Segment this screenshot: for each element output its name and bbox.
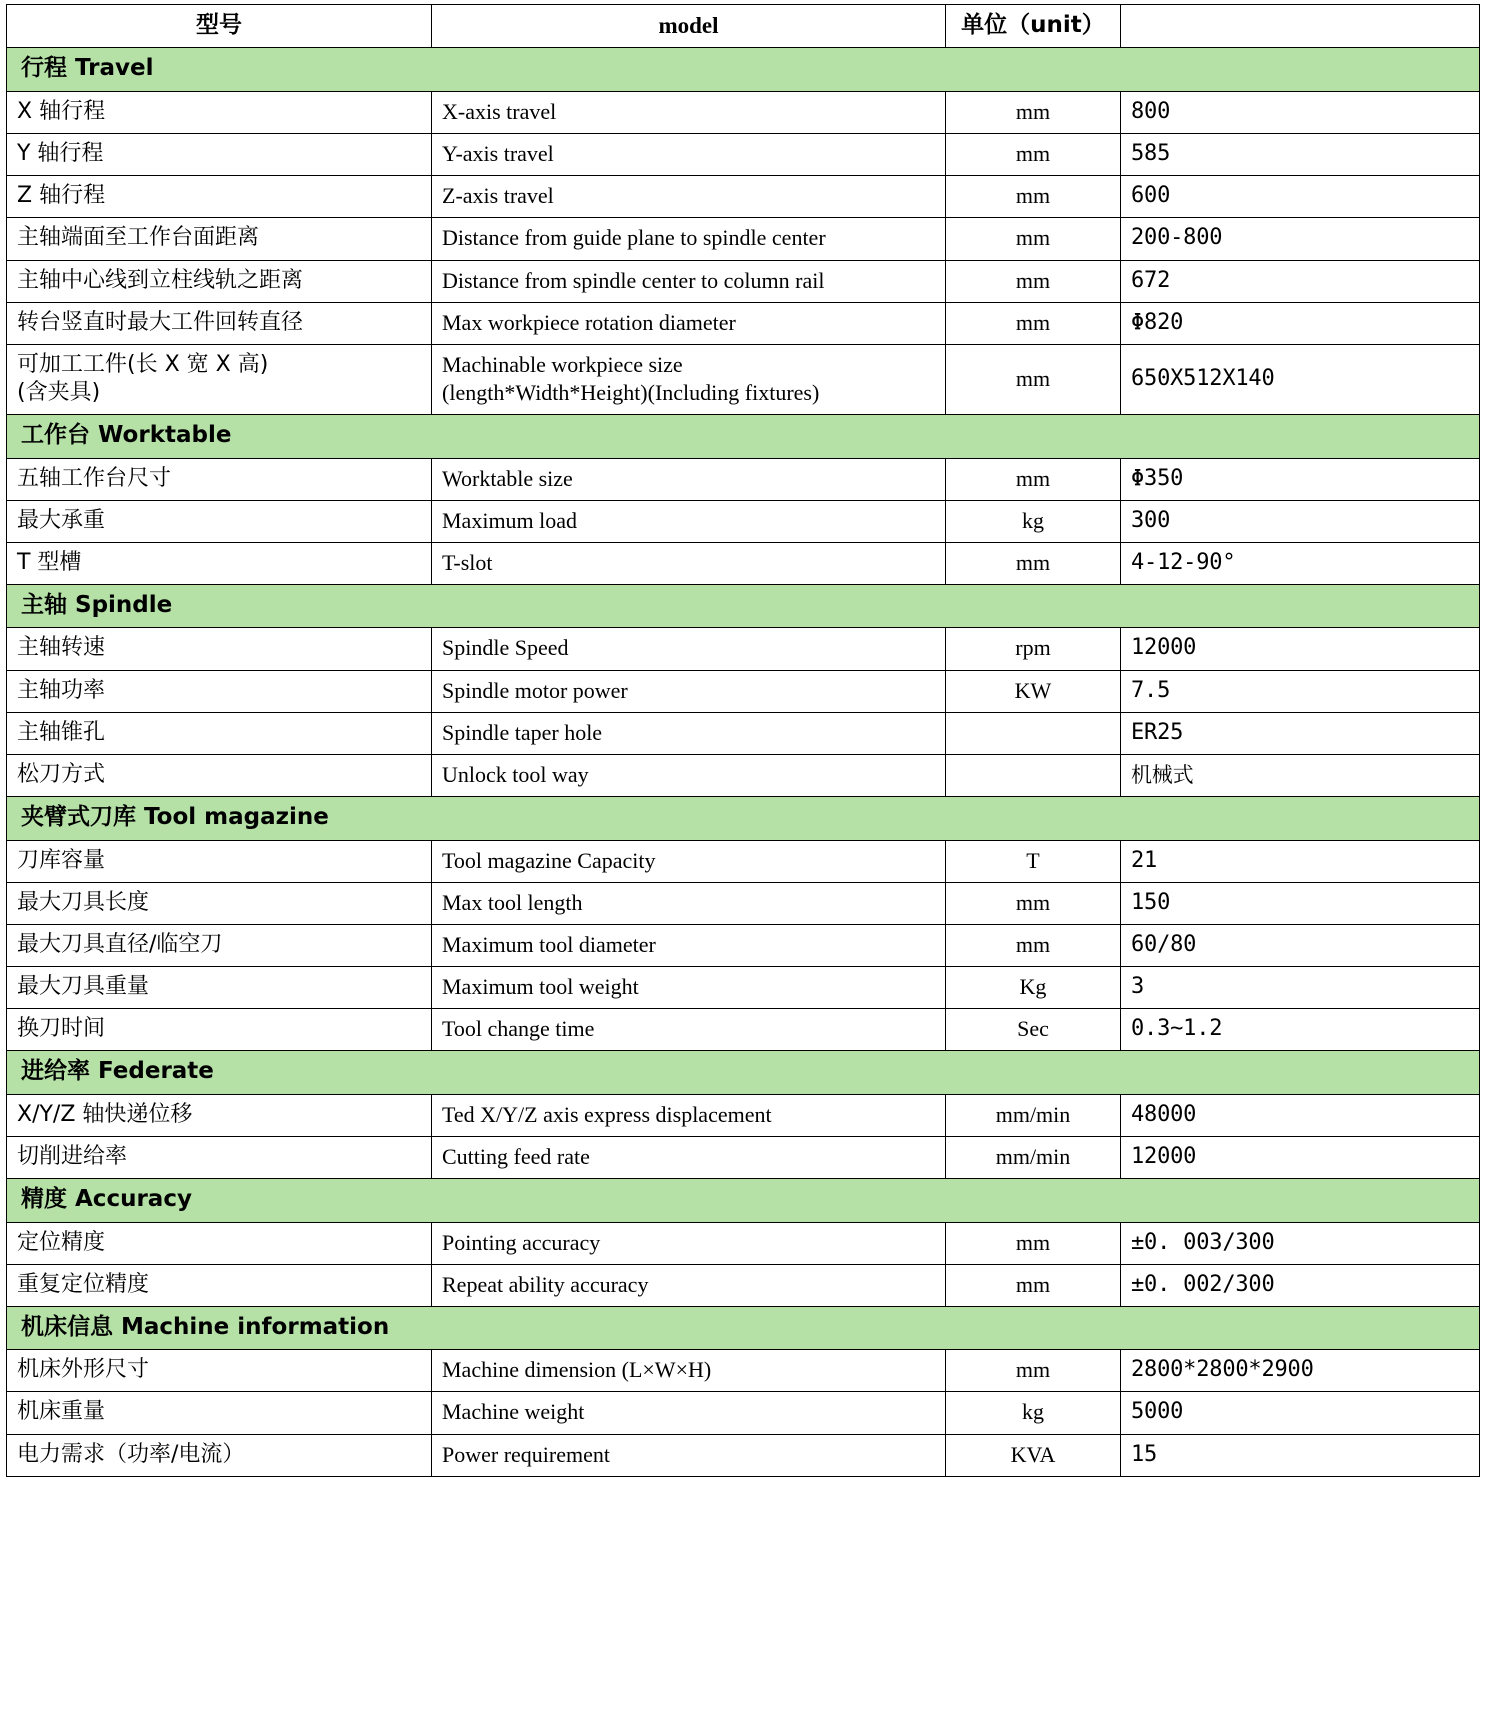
spec-unit: mm: [946, 218, 1121, 260]
spec-unit: kg: [946, 1392, 1121, 1434]
spec-value: 5000: [1121, 1392, 1480, 1434]
table-row: [7, 260, 1480, 302]
table-row: [7, 712, 1480, 754]
section-banner-row: [7, 1179, 1480, 1222]
spec-value: 150: [1121, 882, 1480, 924]
section-title: 进给率 Federate: [7, 1051, 1480, 1094]
section-banner-row: [7, 415, 1480, 458]
table-row: [7, 542, 1480, 584]
spec-name-en: T-slot: [432, 542, 946, 584]
specification-table: [6, 4, 1480, 1477]
spec-unit: mm: [946, 344, 1121, 414]
spec-unit: mm: [946, 542, 1121, 584]
spec-value: 0.3~1.2: [1121, 1009, 1480, 1051]
table-row: [7, 628, 1480, 670]
header-model-en: model: [432, 5, 946, 48]
spec-value: 2800*2800*2900: [1121, 1350, 1480, 1392]
spec-value: 4-12-90°: [1121, 542, 1480, 584]
spec-unit: Kg: [946, 967, 1121, 1009]
section-banner-row: [7, 1051, 1480, 1094]
spec-unit: mm: [946, 882, 1121, 924]
spec-unit: mm/min: [946, 1136, 1121, 1178]
spec-name-en: Maximum tool weight: [432, 967, 946, 1009]
spec-name-en: Pointing accuracy: [432, 1222, 946, 1264]
spec-value: 12000: [1121, 628, 1480, 670]
spec-name-cn: 机床重量: [7, 1392, 432, 1434]
spec-unit: mm: [946, 91, 1121, 133]
spec-name-cn: 主轴端面至工作台面距离: [7, 218, 432, 260]
section-title: 主轴 Spindle: [7, 585, 1480, 628]
spec-name-cn: 电力需求（功率/电流）: [7, 1434, 432, 1476]
spec-name-cn: 换刀时间: [7, 1009, 432, 1051]
spec-value: ER25: [1121, 712, 1480, 754]
spec-name-en: Tool change time: [432, 1009, 946, 1051]
spec-unit: KW: [946, 670, 1121, 712]
spec-name-cn: 五轴工作台尺寸: [7, 458, 432, 500]
spec-value: 7.5: [1121, 670, 1480, 712]
spec-name-en: Machine dimension (L×W×H): [432, 1350, 946, 1392]
spec-name-en: Distance from spindle center to column rail: [432, 260, 946, 302]
spec-name-cn: 刀库容量: [7, 840, 432, 882]
spec-name-en: Spindle Speed: [432, 628, 946, 670]
spec-value: ±0. 003/300: [1121, 1222, 1480, 1264]
table-row: [7, 1222, 1480, 1264]
table-row: [7, 500, 1480, 542]
spec-name-en: Unlock tool way: [432, 754, 946, 796]
spec-unit: kg: [946, 500, 1121, 542]
spec-name-en: Power requirement: [432, 1434, 946, 1476]
table-row: [7, 91, 1480, 133]
spec-unit: mm: [946, 1264, 1121, 1306]
spec-value: 12000: [1121, 1136, 1480, 1178]
spec-name-cn: 主轴转速: [7, 628, 432, 670]
header-model-cn: 型号: [7, 5, 432, 48]
table-row: [7, 176, 1480, 218]
spec-name-cn: 最大承重: [7, 500, 432, 542]
spec-unit: mm: [946, 458, 1121, 500]
spec-value: 650X512X140: [1121, 344, 1480, 414]
section-banner-row: [7, 585, 1480, 628]
spec-name-en: Distance from guide plane to spindle center: [432, 218, 946, 260]
spec-value: 200-800: [1121, 218, 1480, 260]
spec-name-en: Spindle taper hole: [432, 712, 946, 754]
spec-name-en: Z-axis travel: [432, 176, 946, 218]
spec-unit: mm: [946, 924, 1121, 966]
spec-name-cn: T 型槽: [7, 542, 432, 584]
spec-name-en: Repeat ability accuracy: [432, 1264, 946, 1306]
spec-name-cn: 松刀方式: [7, 754, 432, 796]
spec-name-en: Y-axis travel: [432, 134, 946, 176]
spec-name-cn: 最大刀具长度: [7, 882, 432, 924]
spec-value: 3: [1121, 967, 1480, 1009]
table-row: [7, 1009, 1480, 1051]
spec-name-cn: X 轴行程: [7, 91, 432, 133]
table-row: [7, 1264, 1480, 1306]
spec-name-cn: Z 轴行程: [7, 176, 432, 218]
table-row: [7, 218, 1480, 260]
spec-value: 600: [1121, 176, 1480, 218]
table-row: [7, 302, 1480, 344]
spec-name-cn: 可加工工件(长 X 宽 X 高) (含夹具): [7, 344, 432, 414]
spec-name-en: X-axis travel: [432, 91, 946, 133]
spec-unit: rpm: [946, 628, 1121, 670]
spec-value: 300: [1121, 500, 1480, 542]
spec-value: 60/80: [1121, 924, 1480, 966]
section-banner-row: [7, 797, 1480, 840]
spec-name-en: Tool magazine Capacity: [432, 840, 946, 882]
spec-name-cn: 重复定位精度: [7, 1264, 432, 1306]
table-row: [7, 1094, 1480, 1136]
section-title: 机床信息 Machine information: [7, 1306, 1480, 1349]
spec-value: 21: [1121, 840, 1480, 882]
spec-name-cn: 最大刀具重量: [7, 967, 432, 1009]
table-row: [7, 344, 1480, 414]
table-body: [7, 5, 1480, 1477]
table-header-row: [7, 5, 1480, 48]
spec-value: Φ820: [1121, 302, 1480, 344]
table-row: [7, 924, 1480, 966]
section-banner-row: [7, 48, 1480, 91]
table-row: [7, 1350, 1480, 1392]
table-row: [7, 754, 1480, 796]
spec-unit: mm: [946, 176, 1121, 218]
spec-unit: mm: [946, 1222, 1121, 1264]
spec-name-cn: 机床外形尺寸: [7, 1350, 432, 1392]
spec-value: 585: [1121, 134, 1480, 176]
spec-unit: mm/min: [946, 1094, 1121, 1136]
table-row: [7, 1434, 1480, 1476]
spec-value: ±0. 002/300: [1121, 1264, 1480, 1306]
spec-unit: Sec: [946, 1009, 1121, 1051]
spec-name-en: Maximum load: [432, 500, 946, 542]
header-unit: 单位（unit）: [946, 5, 1121, 48]
spec-name-en: Ted X/Y/Z axis express displacement: [432, 1094, 946, 1136]
spec-name-en: Machine weight: [432, 1392, 946, 1434]
spec-name-cn: 转台竖直时最大工件回转直径: [7, 302, 432, 344]
spec-value: 672: [1121, 260, 1480, 302]
spec-name-cn: X/Y/Z 轴快递位移: [7, 1094, 432, 1136]
spec-unit: mm: [946, 134, 1121, 176]
spec-unit: KVA: [946, 1434, 1121, 1476]
header-value: [1121, 5, 1480, 48]
spec-value: 机械式: [1121, 754, 1480, 796]
spec-name-cn: Y 轴行程: [7, 134, 432, 176]
spec-name-cn: 主轴中心线到立柱线轨之距离: [7, 260, 432, 302]
spec-name-cn: 最大刀具直径/临空刀: [7, 924, 432, 966]
spec-unit: [946, 712, 1121, 754]
spec-value: 48000: [1121, 1094, 1480, 1136]
spec-name-en: Spindle motor power: [432, 670, 946, 712]
table-row: [7, 1392, 1480, 1434]
table-row: [7, 134, 1480, 176]
table-row: [7, 458, 1480, 500]
spec-name-en: Worktable size: [432, 458, 946, 500]
section-title: 精度 Accuracy: [7, 1179, 1480, 1222]
spec-name-en: Cutting feed rate: [432, 1136, 946, 1178]
spec-name-cn: 主轴锥孔: [7, 712, 432, 754]
spec-unit: mm: [946, 1350, 1121, 1392]
spec-unit: mm: [946, 260, 1121, 302]
spec-name-en: Max workpiece rotation diameter: [432, 302, 946, 344]
table-row: [7, 670, 1480, 712]
section-banner-row: [7, 1306, 1480, 1349]
spec-name-cn: 主轴功率: [7, 670, 432, 712]
spec-unit: mm: [946, 302, 1121, 344]
spec-name-cn: 定位精度: [7, 1222, 432, 1264]
spec-name-en: Maximum tool diameter: [432, 924, 946, 966]
spec-name-cn: 切削进给率: [7, 1136, 432, 1178]
table-row: [7, 882, 1480, 924]
spec-unit: [946, 754, 1121, 796]
table-row: [7, 840, 1480, 882]
section-title: 工作台 Worktable: [7, 415, 1480, 458]
table-row: [7, 1136, 1480, 1178]
spec-unit: T: [946, 840, 1121, 882]
section-title: 行程 Travel: [7, 48, 1480, 91]
spec-value: 15: [1121, 1434, 1480, 1476]
section-title: 夹臂式刀库 Tool magazine: [7, 797, 1480, 840]
spec-name-en: Max tool length: [432, 882, 946, 924]
spec-name-en: Machinable workpiece size (length*Width*Height)(Including fixtures): [432, 344, 946, 414]
spec-value: Φ350: [1121, 458, 1480, 500]
table-row: [7, 967, 1480, 1009]
spec-value: 800: [1121, 91, 1480, 133]
